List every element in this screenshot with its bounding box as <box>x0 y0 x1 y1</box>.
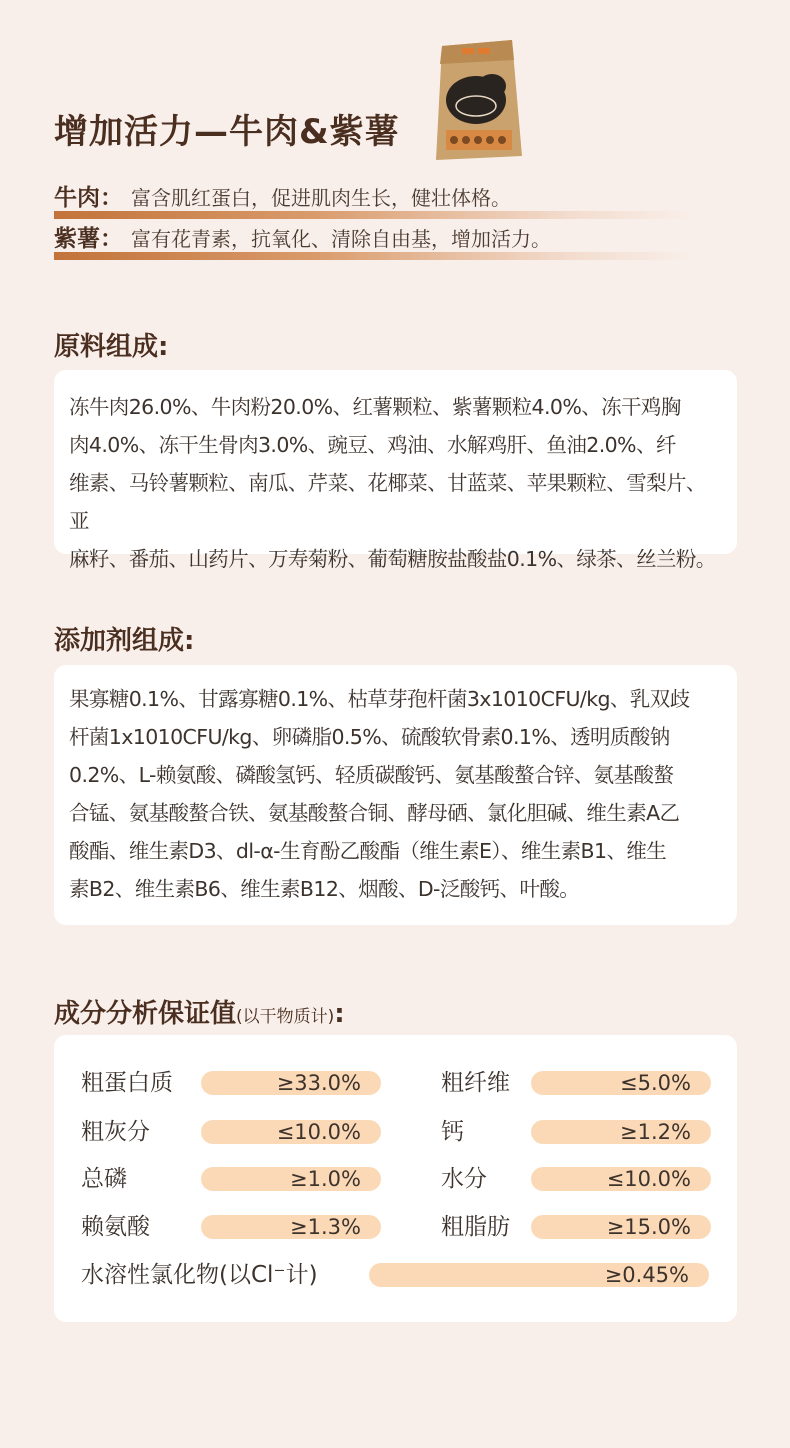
text-line: 麻籽、番茄、山药片、万寿菊粉、葡萄糖胺盐酸盐0.1%、绿茶、丝兰粉。 <box>69 547 716 571</box>
text-line: 合锰、氨基酸螯合铁、氨基酸螯合铜、酵母硒、氯化胆碱、维生素A乙 <box>69 801 680 825</box>
analysis-row-moisture <box>441 1164 711 1194</box>
analysis-label: 水溶性氯化物(以Cl⁻计) <box>81 1262 318 1288</box>
analysis-value: ≥1.2% <box>531 1120 711 1144</box>
analysis-value: ≤10.0% <box>201 1120 381 1144</box>
analysis-value: ≥1.0% <box>201 1167 381 1191</box>
raw-materials-title: 原料组成: <box>54 332 169 362</box>
text-line: 冻牛肉26.0%、牛肉粉20.0%、红薯颗粒、紫薯颗粒4.0%、冻干鸡胸 <box>69 395 681 419</box>
analysis-label: 粗纤维 <box>441 1070 510 1096</box>
analysis-row-calcium <box>441 1117 711 1147</box>
analysis-value: ≥0.45% <box>369 1263 709 1287</box>
analysis-label: 赖氨酸 <box>81 1214 150 1240</box>
text-line: 维素、马铃薯颗粒、南瓜、芹菜、花椰菜、甘蓝菜、苹果颗粒、雪梨片、亚 <box>69 471 706 533</box>
analysis-value: ≥15.0% <box>531 1215 711 1239</box>
raw-materials-card <box>54 370 737 571</box>
analysis-row-crude-ash <box>81 1117 381 1147</box>
text-line: 肉4.0%、冻干生骨肉3.0%、豌豆、鸡油、水解鸡肝、鱼油2.0%、纤 <box>69 433 676 457</box>
feature-text: 富有花青素，抗氧化、清除自由基，增加活力。 <box>131 227 551 251</box>
text-line: 0.2%、L-赖氨酸、磷酸氢钙、轻质碳酸钙、氨基酸螯合锌、氨基酸螯 <box>69 763 674 787</box>
analysis-value: ≤5.0% <box>531 1071 711 1095</box>
analysis-row-crude-fiber <box>441 1068 711 1098</box>
feature-underline <box>54 211 694 219</box>
analysis-label: 钙 <box>441 1119 464 1145</box>
analysis-row-crude-fat <box>441 1212 711 1242</box>
analysis-row-total-phosphorus <box>81 1164 381 1194</box>
text-line: 酸酯、维生素D3、dl-α-生育酚乙酸酯（维生素E）、维生素B1、维生 <box>69 839 667 863</box>
analysis-title-colon: : <box>334 999 345 1029</box>
analysis-row-water-soluble-chloride <box>81 1260 711 1290</box>
feature-purple-potato <box>54 224 704 262</box>
analysis-card <box>54 1035 737 1322</box>
analysis-label: 粗灰分 <box>81 1119 150 1145</box>
additives-text <box>69 680 723 908</box>
text-line: 果寡糖0.1%、甘露寡糖0.1%、枯草芽孢杆菌3x1010CFU/kg、乳双歧 <box>69 687 690 711</box>
analysis-value: ≥1.3% <box>201 1215 381 1239</box>
analysis-label: 粗脂肪 <box>441 1214 510 1240</box>
analysis-row-lysine <box>81 1212 381 1242</box>
analysis-row-crude-protein <box>81 1068 381 1098</box>
text-line: 杆菌1x1010CFU/kg、卵磷脂0.5%、硫酸软骨素0.1%、透明质酸钠 <box>69 725 670 749</box>
feature-beef <box>54 183 704 221</box>
analysis-value: ≤10.0% <box>531 1167 711 1191</box>
analysis-title-main: 成分分析保证值 <box>54 999 237 1029</box>
analysis-subtitle: (以干物质计) <box>236 1007 335 1027</box>
feature-underline <box>54 252 694 260</box>
analysis-label: 水分 <box>441 1166 487 1192</box>
analysis-label: 总磷 <box>81 1166 127 1192</box>
product-bag-image <box>432 38 524 162</box>
analysis-title <box>54 993 345 1030</box>
feature-label: 紫薯： <box>54 226 123 252</box>
analysis-value: ≥33.0% <box>201 1071 381 1095</box>
text-line: 素B2、维生素B6、维生素B12、烟酸、D-泛酸钙、叶酸。 <box>69 877 580 901</box>
raw-materials-text <box>69 388 723 578</box>
additives-card <box>54 665 737 925</box>
page-title: 增加活力—牛肉&紫薯 <box>54 112 400 152</box>
analysis-label: 粗蛋白质 <box>81 1070 173 1096</box>
feature-label: 牛肉： <box>54 185 123 211</box>
additives-title: 添加剂组成: <box>54 626 195 656</box>
feature-text: 富含肌红蛋白，促进肌肉生长，健壮体格。 <box>131 186 511 210</box>
